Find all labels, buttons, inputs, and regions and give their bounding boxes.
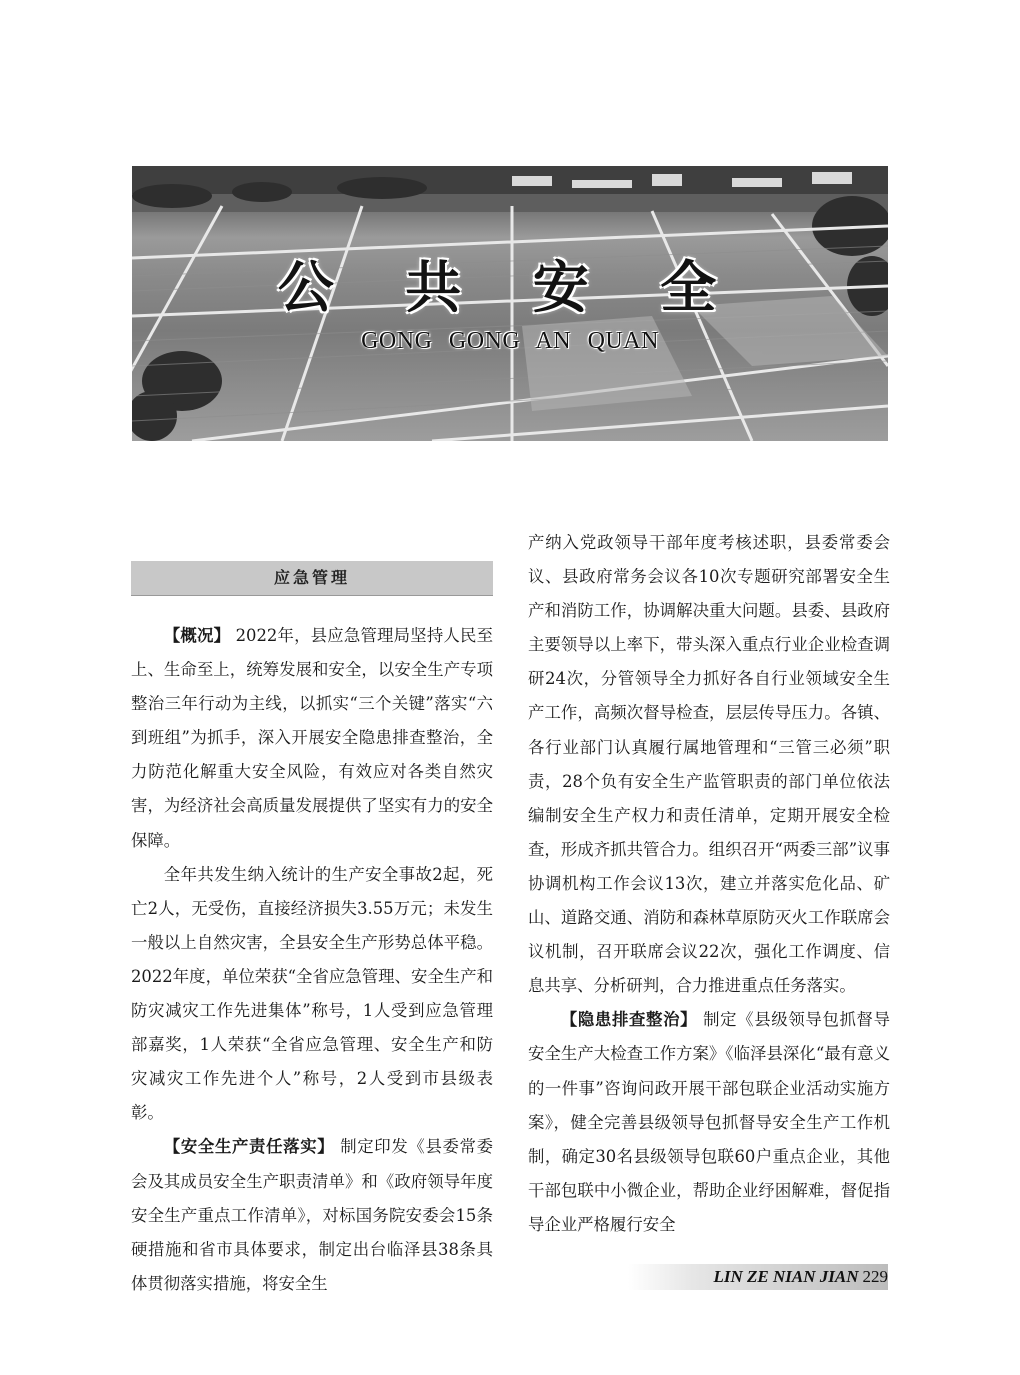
paragraph-overview <box>131 619 493 858</box>
section-heading-emergency-management: 应急管理 <box>131 561 493 596</box>
overview-tag: 【概况】 <box>163 626 231 645</box>
paragraph-responsibility-continued: 产纳入党政领导干部年度考核述职，县委常委会议、县政府常务会议各10次专题研究部署安全生产和消防工作，协调解决重大问题。县委、县政府主要领导以上率下，带头深入重点行业企业检查调研24次，分管领导全力抓好各自行业领域安全生产工作，高频次督导检查，层层传导压力。各镇、各行业部门认真履行属地管理和“三管三必须”职责，28个负有安全生产监管职责的部门单位依法编制安全生产权力和责任清单，定期开展安全检查，形成齐抓共管合力。组织召开“两委三部”议事协调机构工作会议13次，建立并落实危化品、矿山、道路交通、消防和森林草原防灭火工作联席会议机制，召开联席会议22次，强化工作调度、信息共享、分析研判，合力推进重点任务落实。 <box>528 533 890 996</box>
paragraph-responsibility <box>131 1130 493 1300</box>
paragraph-hazard-inspection <box>528 1003 890 1242</box>
hazard-inspection-tag: 【隐患排查整治】 <box>560 1010 698 1030</box>
right-column <box>528 526 890 1242</box>
overview-text: 2022年，县应急管理局坚持人民至上、生命至上，统筹发展和安全，以安全生产专项整治三年行动为主线，以抓实“三个关键”落实“六到班组”为抓手，深入开展安全隐患排查整治，全力防范化解重大安全风险，有效应对各类自然灾害，为经济社会高质量发展提供了坚实有力的安全保障。 <box>131 626 493 850</box>
responsibility-text: 制定印发《县委常委会及其成员安全生产职责清单》和《政府领导年度安全生产重点工作清单》，对标国务院安委会15条硬措施和省市具体要求，制定出台临泽县38条具体贯彻落实措施，将安全生 <box>131 1137 494 1293</box>
banner-title: 公 共 安 全 <box>277 256 743 321</box>
responsibility-tag: 【安全生产责任落实】 <box>163 1137 335 1157</box>
banner-pinyin-subtitle: GONG GONG AN QUAN <box>361 328 659 354</box>
paragraph-statistics: 全年共发生纳入统计的生产安全事故2起，死亡2人，无受伤，直接经济损失3.55万元；未发生一般以上自然灾害，全县安全生产形势总体平稳。2022年度，单位荣获“全省应急管理、安全生产和防灾减灾工作先进集体”称号，1人受到应急管理部嘉奖，1人荣获“全省应急管理、安全生产和防灾减灾工作先进个人”称号，2人受到市县级表彰。 <box>131 864 493 1123</box>
journal-name: LIN ZE NIAN JIAN <box>713 1267 859 1286</box>
banner-photo <box>132 166 888 441</box>
page-number: 229 <box>862 1267 888 1286</box>
left-column <box>131 619 493 1301</box>
hazard-inspection-text: 制定《县级领导包抓督导安全生产大检查工作方案》《临泽县深化“最有意义的一件事”咨询问政开展干部包联企业活动实施方案》，健全完善县级领导包抓督导安全生产工作机制，确定30名县级领导包联60户重点企业，其他干部包联中小微企业，帮助企业纾困解难，督促指导企业严格履行安全 <box>528 1010 890 1234</box>
page-footer <box>714 1264 889 1290</box>
